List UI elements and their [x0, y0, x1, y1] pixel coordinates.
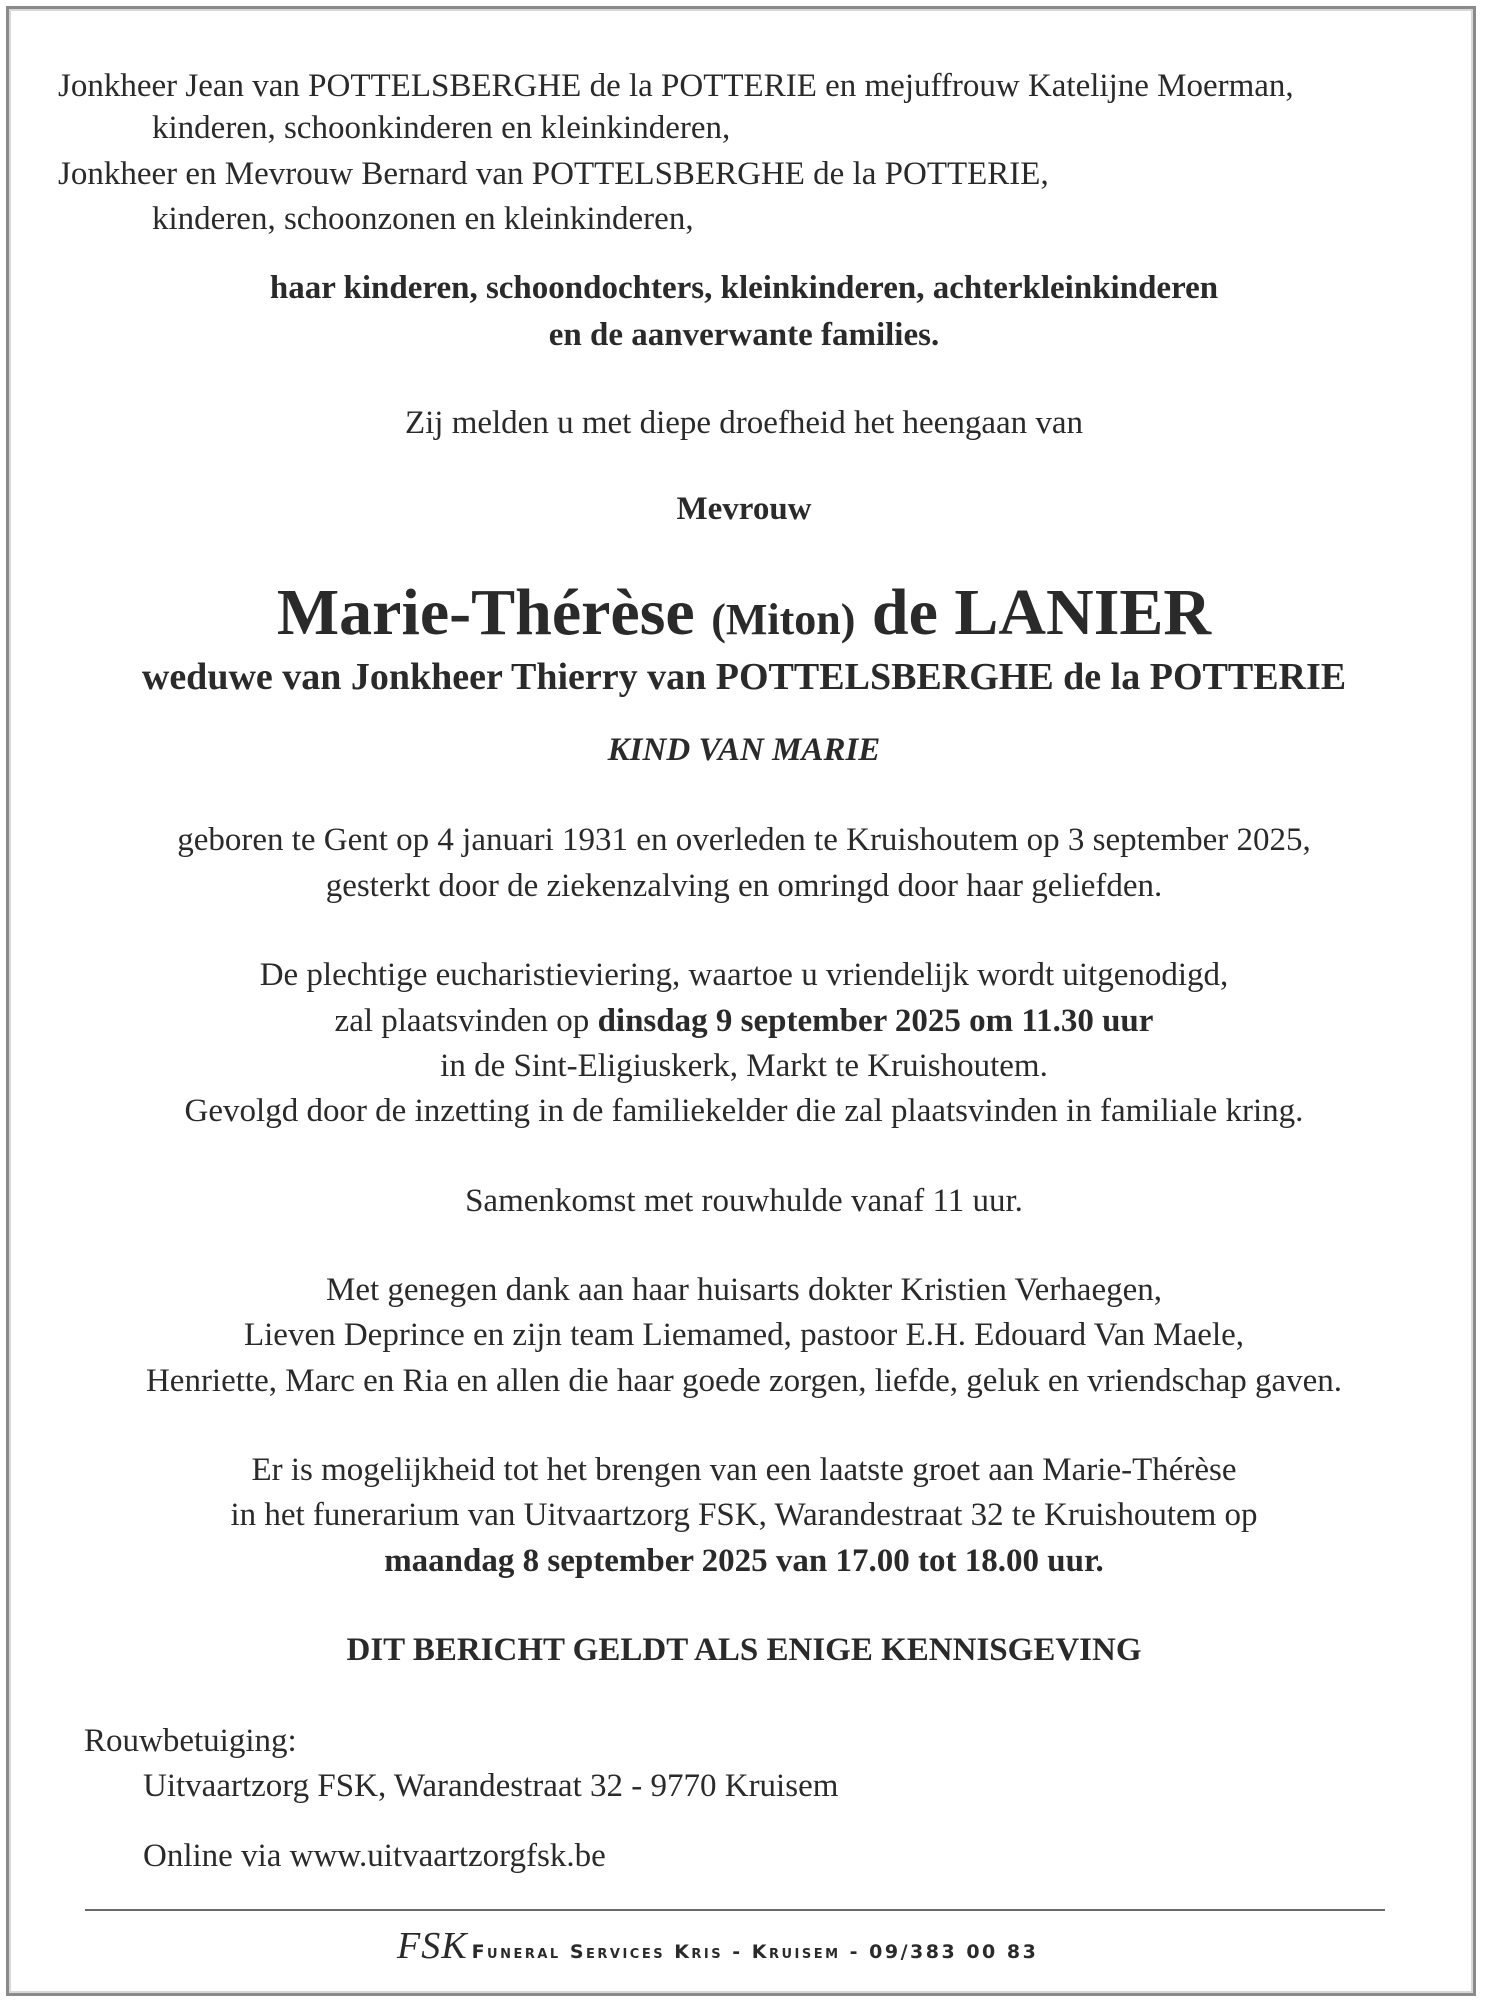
footer	[397, 1924, 1038, 1968]
thanks-line-1: Met genegen dank aan haar huisarts dokter Kristien Verhaegen,	[325, 1272, 1162, 1308]
ceremony-date: dinsdag 9 september 2025 om 11.30 uur	[597, 1003, 1154, 1039]
footer-text: Funeral Services Kris - Kruisem - 09/383 00 83	[471, 1941, 1039, 1963]
deceased-title: Mevrouw	[676, 491, 812, 527]
footer-divider	[85, 1909, 1385, 1911]
farewell-line-3: maandag 8 september 2025 van 17.00 tot 18.00 uur.	[384, 1543, 1104, 1579]
motto: KIND VAN MARIE	[607, 732, 881, 768]
fsk-logo: FSK	[397, 1925, 468, 1967]
notice: DIT BERICHT GELDT ALS ENIGE KENNISGEVING	[346, 1632, 1142, 1668]
gathering-text: Samenkomst met rouwhulde vanaf 11 uur.	[465, 1183, 1023, 1219]
deceased-name	[0, 576, 1488, 657]
family-bold-line-2: en de aanverwante families.	[548, 317, 940, 353]
deceased-nickname: (Miton)	[711, 595, 856, 644]
family-line-4: kinderen, schoonzonen en kleinkinderen,	[152, 201, 694, 237]
deceased-first-name: Marie-Thérèse	[276, 576, 695, 649]
ceremony-line-2	[0, 1001, 1488, 1041]
family-line-2: kinderen, schoonkinderen en kleinkinderen,	[152, 110, 731, 146]
deceased-last-name: de LANIER	[871, 576, 1212, 649]
farewell-line-2: in het funerarium van Uitvaartzorg FSK, Warandestraat 32 te Kruishoutem op	[230, 1497, 1258, 1533]
family-line-3: Jonkheer en Mevrouw Bernard van POTTELSBERGHE de la POTTERIE,	[58, 156, 1049, 192]
family-line-1: Jonkheer Jean van POTTELSBERGHE de la POTTERIE en mejuffrouw Katelijne Moerman,	[58, 68, 1294, 104]
condolences-address: Uitvaartzorg FSK, Warandestraat 32 - 9770 Kruisem	[143, 1768, 839, 1804]
ceremony-line-2-text: zal plaatsvinden op	[334, 1003, 598, 1039]
thanks-line-2: Lieven Deprince en zijn team Liemamed, pastoor E.H. Edouard Van Maele,	[243, 1317, 1245, 1353]
farewell-line-1: Er is mogelijkheid tot het brengen van een laatste groet aan Marie-Thérèse	[251, 1452, 1237, 1488]
condolences-label: Rouwbetuiging:	[84, 1723, 297, 1759]
announcement-text: Zij melden u met diepe droefheid het heengaan van	[404, 405, 1084, 441]
birth-line-1: geboren te Gent op 4 januari 1931 en overleden te Kruishoutem op 3 september 2025,	[177, 822, 1311, 858]
condolences-online: Online via www.uitvaartzorgfsk.be	[143, 1838, 606, 1874]
ceremony-line-4: Gevolgd door de inzetting in de familiekelder die zal plaatsvinden in familiale kring.	[184, 1093, 1304, 1129]
thanks-line-3: Henriette, Marc en Ria en allen die haar goede zorgen, liefde, geluk en vriendschap gaven.	[145, 1363, 1343, 1399]
family-bold-line-1: haar kinderen, schoondochters, kleinkinderen, achterkleinkinderen	[269, 270, 1219, 306]
ceremony-line-1: De plechtige eucharistieviering, waartoe u vriendelijk wordt uitgenodigd,	[259, 957, 1229, 993]
ceremony-line-3: in de Sint-Eligiuskerk, Markt te Kruishoutem.	[440, 1048, 1048, 1084]
birth-line-2: gesterkt door de ziekenzalving en omringd door haar geliefden.	[325, 868, 1163, 904]
widow-line: weduwe van Jonkheer Thierry van POTTELSBERGHE de la POTTERIE	[141, 656, 1347, 698]
